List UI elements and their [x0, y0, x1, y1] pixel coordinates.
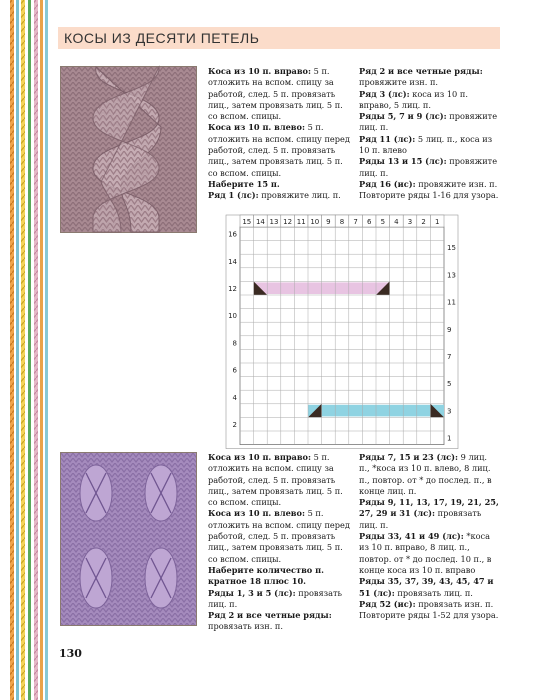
- row-number-left: 12: [228, 285, 237, 293]
- col-number: 11: [296, 218, 306, 226]
- paragraph: Ряд 2 и все четные ряды: провяжите изн. п.: [359, 66, 483, 88]
- row-number-left: 2: [232, 421, 237, 429]
- knitting-chart: [226, 215, 478, 443]
- paragraph: Наберите 15 п.: [208, 178, 280, 189]
- col-number: 15: [242, 218, 252, 226]
- pattern2-text-right: [359, 452, 500, 621]
- paragraph: Ряды 35, 37, 39, 43, 45, 47 и 51 (лс): провязать лиц. п.: [359, 576, 494, 598]
- paragraph: Коса из 10 п. вправо: 5 п. отложить на вспом. спицу за работой, след. 5 п. провязать лиц., затем провязать лиц. 5 п. со вспом. спицы.: [208, 452, 343, 508]
- paragraph: Ряды 7, 15 и 23 (лс): 9 лиц. п., *коса из 10 п. влево, 8 лиц. п., повтор. от * до послед. п., в конце лиц. п.: [359, 452, 492, 496]
- col-number: 5: [380, 218, 386, 226]
- pattern2-text-left: [208, 452, 351, 633]
- pattern1-text-left: [208, 66, 351, 202]
- paragraph: Ряды 33, 41 и 49 (лс): *коса из 10 п. вправо, 8 лиц. п., повтор. от * до послед. 10 п., в конце коса из 10 п. вправо: [359, 531, 492, 575]
- knit-photo-cable-1: [60, 66, 197, 233]
- pattern1-text-right: [359, 66, 500, 202]
- paragraph: Наберите количество п. кратное 18 плюс 10.: [208, 564, 324, 587]
- paragraph: Ряд 11 (лс): 5 лиц. п., коса из 10 п. влево: [359, 133, 493, 156]
- col-number: 12: [283, 218, 293, 226]
- col-number: 8: [339, 218, 345, 226]
- row-number-left: 10: [228, 312, 237, 321]
- paragraph: Ряд 16 (ис): провяжите изн. п. Повторите ряды 1-16 для узора.: [359, 178, 499, 201]
- col-number: 6: [366, 218, 372, 226]
- row-number-right: 9: [447, 325, 452, 334]
- paragraph: Ряд 3 (лс): коса из 10 п. вправо, 5 лиц. п.: [359, 88, 468, 110]
- paragraph: Ряды 5, 7 и 9 (лс): провяжите лиц. п.: [359, 111, 498, 133]
- paragraph: Ряд 2 и все четные ряды: провязать изн. п.: [208, 610, 332, 632]
- col-number: 3: [407, 218, 413, 226]
- paragraph: Ряды 1, 3 и 5 (лс): провязать лиц. п.: [208, 587, 343, 609]
- col-number: 14: [255, 218, 265, 226]
- paragraph: Ряды 9, 11, 13, 17, 19, 21, 25, 27, 29 и 31 (лс): провязать лиц. п.: [359, 497, 499, 530]
- col-number: 10: [310, 218, 320, 226]
- paragraph: Коса из 10 п. влево: 5 п. отложить на вспом. спицу перед работой, след. 5 п. провязать лиц., затем провязать лиц. 5 п. со вспом. спицы.: [208, 508, 350, 564]
- paragraph: Ряд 1 (лс): провяжите лиц. п.: [208, 190, 341, 201]
- row-number-left: 16: [228, 230, 237, 239]
- row-number-right: 15: [447, 244, 456, 253]
- row-number-left: 4: [232, 393, 237, 402]
- paragraph: Коса из 10 п. влево: 5 п. отложить на вспом. спицу перед работой, след. 5 п. провязать лиц., затем провязать лиц. 5 п. со вспом. спицы.: [208, 122, 350, 178]
- section-header: [58, 27, 500, 49]
- col-number: 7: [353, 218, 358, 226]
- section-title: КОСЫ ИЗ ДЕСЯТИ ПЕТЕЛЬ: [64, 30, 260, 46]
- row-number-right: 11: [447, 298, 456, 307]
- row-number-right: 1: [447, 434, 452, 443]
- col-number: 13: [269, 218, 279, 226]
- paragraph: Ряд 52 (ис): провязать изн. п. Повторите ряды 1-52 для узора.: [359, 598, 499, 621]
- page-number: 130: [59, 647, 82, 660]
- row-number-right: 13: [447, 271, 456, 280]
- yarn-decoration: [0, 0, 58, 700]
- row-number-right: 5: [447, 380, 452, 389]
- col-number: 1: [434, 218, 440, 226]
- paragraph: Ряды 13 и 15 (лс): провяжите лиц. п.: [359, 156, 498, 178]
- row-number-right: 3: [447, 407, 452, 416]
- row-number-left: 8: [232, 339, 237, 348]
- knit-photo-cable-2: [60, 452, 197, 626]
- row-number-left: 14: [228, 257, 237, 266]
- col-number: 2: [421, 218, 426, 226]
- col-number: 9: [326, 218, 331, 226]
- paragraph: Коса из 10 п. вправо: 5 п. отложить на вспом. спицу за работой, след. 5 п. провязать лиц., затем провязать лиц. 5 п. со вспом. спицы.: [208, 66, 343, 122]
- col-number: 4: [394, 218, 399, 226]
- row-number-right: 7: [447, 353, 452, 361]
- row-number-left: 6: [232, 366, 237, 375]
